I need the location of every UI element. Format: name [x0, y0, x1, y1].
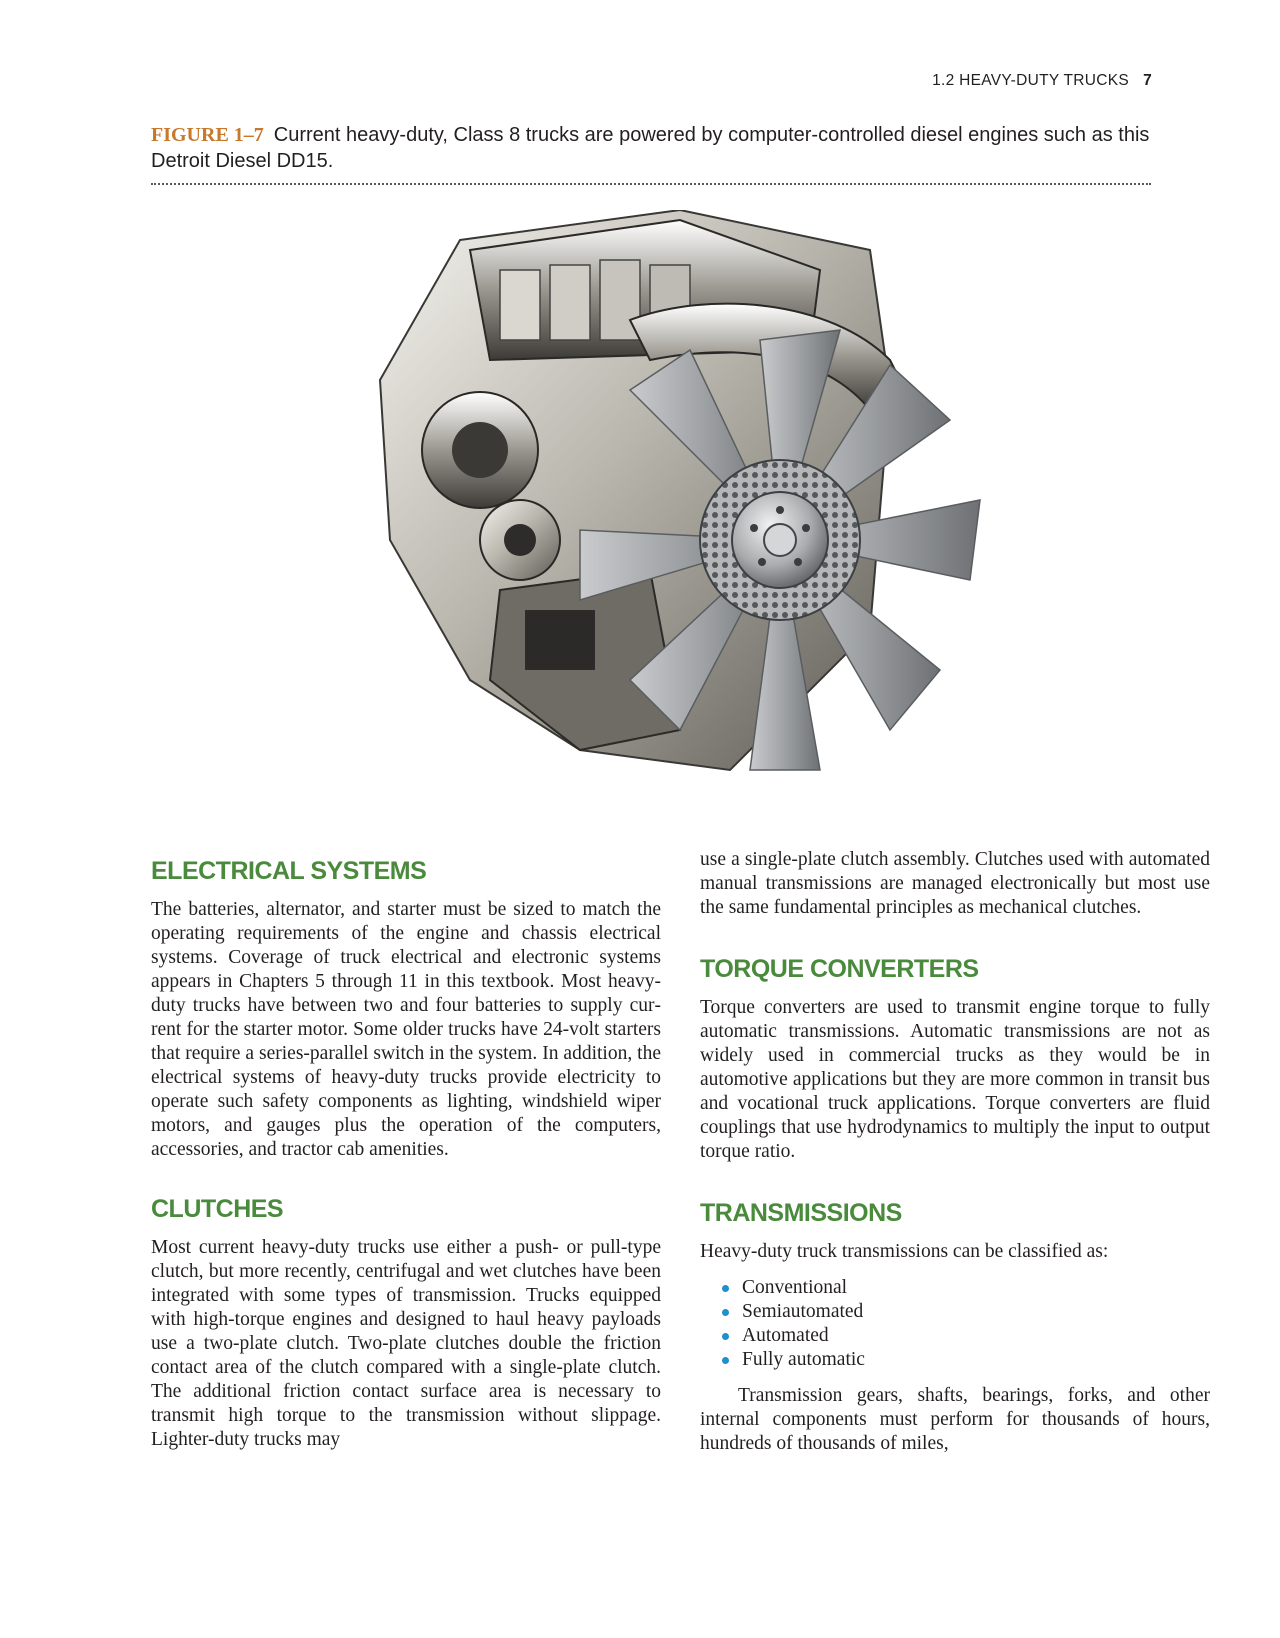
clutches-text: Most current heavy-duty trucks use either a push- or pull-type clutch, but more recently, centrifugal and wet clutches have been integrated with some types of transmission. Trucks equipped with high-torque engines and designed to haul heavy payloads use a two-plate clutch. Two-plate clutches double the friction contact area of the clutch compared with a single-plate clutch. The additional friction contact surface area is necessary to transmit high torque to the transmission without slippage. Lighter-duty trucks may [151, 1237, 661, 1450]
engine-illustration [350, 210, 1010, 810]
heading-torque-converters: TORQUE CONVERTERS [700, 955, 979, 983]
heading-transmissions: TRANSMISSIONS [700, 1199, 902, 1227]
engine-photo [350, 210, 1010, 810]
right-column [700, 848, 1210, 1456]
page-number: 7 [1143, 72, 1152, 89]
list-item: Fully automatic [722, 1348, 1210, 1372]
transmissions-intro: Heavy-duty truck transmissions can be classified as: [700, 1241, 1109, 1262]
bullet-icon [722, 1309, 729, 1316]
heading-clutches: CLUTCHES [151, 1195, 284, 1223]
figure-caption-text: Current heavy-duty, Class 8 trucks are powered by computer-controlled diesel engines such as this Detroit Diesel DD15. [151, 124, 1150, 172]
list-item: Automated [722, 1324, 1210, 1348]
transmission-types-list [722, 1276, 1210, 1372]
caption-divider [151, 183, 1151, 185]
electrical-systems-text: The batteries, alternator, and starter must be sized to match the operating requirements of the engine and chassis electrical systems. Coverage of truck electrical and electronic systems appears in Chapters 5 through 11 in this textbook. Most heavy-duty trucks have between two and four batteries to supply current for the starter motor. Some older trucks have 24-volt starters that require a series-parallel switch in the system. In addition, the electrical systems of heavy-duty trucks provide electricity to operate such safety components as lighting, windshield wiper motors, and gauges plus the operation of the computers, accessories, and tractor cab amenities. [151, 899, 661, 1160]
list-item: Conventional [722, 1276, 1210, 1300]
figure-label: FIGURE 1–7 [151, 124, 264, 146]
running-head-section: 1.2 HEAVY-DUTY TRUCKS [932, 72, 1130, 89]
bullet-icon [722, 1285, 729, 1292]
left-column [151, 856, 661, 1452]
running-head [932, 72, 1152, 90]
bullet-icon [722, 1357, 729, 1364]
clutches-text-continued: use a single-plate clutch assembly. Clutches used with automated manual transmissions are managed electronically but most use the same fundamental principles as mechanical clutches. [700, 849, 1210, 918]
bullet-icon [722, 1333, 729, 1340]
figure-caption [151, 122, 1151, 174]
torque-converters-text: Torque converters are used to transmit engine torque to fully automatic transmissions. Automatic transmissions are not as widely used in commercial trucks as they would be in automotive applications but they are more common in transit bus and vocational truck applications. Torque converters are fluid couplings that use hydrodynamics to multiply the input to output torque ratio. [700, 997, 1210, 1162]
transmissions-text: Transmission gears, shafts, bearings, forks, and other internal components must perform for thousands of hours, hundreds of thousands of miles, [700, 1385, 1210, 1454]
list-item: Semiautomated [722, 1300, 1210, 1324]
heading-electrical-systems: ELECTRICAL SYSTEMS [151, 857, 427, 885]
